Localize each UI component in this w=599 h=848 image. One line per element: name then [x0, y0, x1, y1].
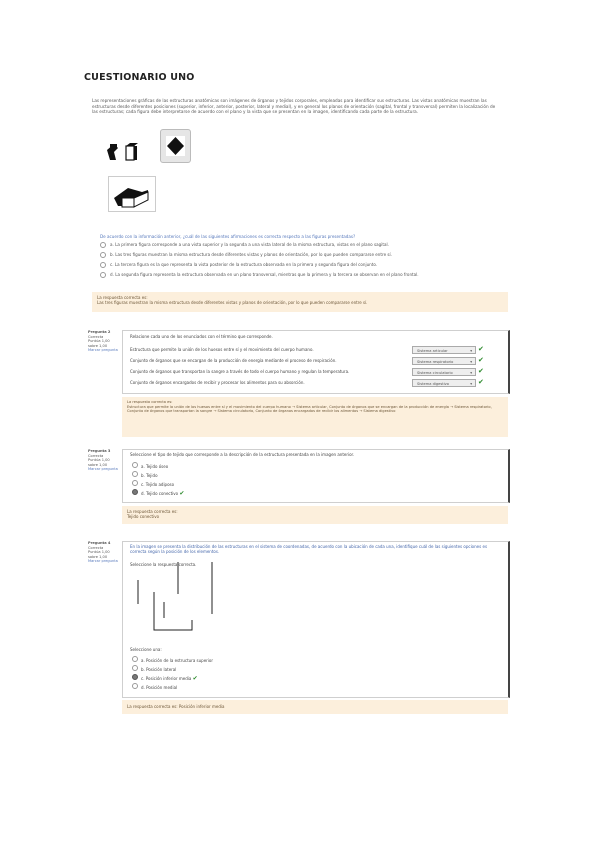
q2-info: Pregunta 2 Correcta Puntúa 1,00 sobre 1,00 Marcar pregunta: [88, 330, 118, 353]
intro-paragraph: Las representaciones gráficas de las estructuras anatómicas son imágenes de órganos y tejidos corporales, empleadas para identificar sus estructuras. Las vistas anatómicas muestran las estructuras desde diferentes posiciones (superior, inferior, anterior, posterior, lateral y medial), y en general los planos de orientación (sagital, frontal y transversal) permiten la localización de las estructuras; cada figura debe interpretarse de acuerdo con el plano y la vista que se presentan en la imagen, identificando cada parte de la estructura.: [92, 98, 496, 114]
check-icon: ✔: [478, 356, 484, 364]
figure-three: [108, 176, 156, 212]
chevron-down-icon: ▾: [470, 349, 472, 353]
figure-two: [160, 129, 191, 163]
q3-option-a[interactable]: a. Tejido óseo: [132, 462, 168, 470]
q1-option-c[interactable]: c. La tercera figura es la que representa la vista posterior de la estructura observada en la primera y segunda figura del conjunto.: [100, 262, 505, 268]
q4-info: Pregunta 4 Correcta Puntúa 1,00 sobre 1,00 Marcar pregunta: [88, 541, 118, 564]
q1-option-b[interactable]: b. Las tres figuras muestran la misma estructura desde diferentes vistas y planos de orientación, por lo que pueden compararse entre sí.: [100, 252, 505, 258]
radio-icon[interactable]: [132, 471, 138, 477]
q1-option-d[interactable]: d. La segunda figura representa la estructura observada en un plano transversal, mientras que la primera y la tercera se observan en el plano frontal.: [100, 272, 505, 278]
check-icon: ✔: [478, 345, 484, 353]
q3-option-c[interactable]: c. Tejido adiposo: [132, 480, 174, 488]
q2-prompt: Relacione cada uno de los enunciados con el término que corresponde.: [130, 334, 273, 339]
q4-answer-label: Seleccione una:: [130, 647, 162, 652]
q2-select[interactable]: Sistema circulatorio ▾: [412, 368, 476, 376]
q1-feedback: La respuesta correcta es: Las tres figuras muestran la misma estructura desde diferentes vistas y planos de orientación, por lo que pueden compararse entre sí.: [92, 292, 508, 312]
q2-select[interactable]: Sistema articular ▾: [412, 346, 476, 354]
q4-option-a[interactable]: a. Posición de la estructura superior: [132, 656, 213, 664]
q2-select[interactable]: Sistema digestivo ▾: [412, 379, 476, 387]
radio-icon[interactable]: [132, 656, 138, 662]
q4-option-b[interactable]: b. Posición lateral: [132, 665, 176, 673]
q2-feedback: La respuesta correcta es: Estructura que permite la unión de los huesos entre sí y el movimiento del cuerpo humano → Sistema articular, Conjunto de órganos que se encargan de la producción de energía → Sistema respiratorio, Conjunto de órganos que transportan la sangre → Sistema circulatorio, Conjunto de órganos encargados de recibir los alimentos → Sistema digestivo: [122, 397, 508, 437]
q1-option-a[interactable]: a. La primera figura corresponde a una vista superior y la segunda a una vista lateral de la misma estructura, vistas en el plano sagital.: [100, 242, 505, 248]
q4-feedback: La respuesta correcta es: Posición inferior media: [122, 700, 508, 714]
q2-select[interactable]: Sistema respiratorio ▾: [412, 357, 476, 365]
question-one-prompt: De acuerdo con la información anterior, ¿cuál de las siguientes afirmaciones es correcta respecto a las figuras presentadas?: [100, 234, 356, 239]
q2-row-text: Conjunto de órganos que se encargan de la producción de energía mediante el proceso de respiración.: [130, 358, 337, 363]
radio-icon[interactable]: [100, 262, 106, 268]
radio-icon[interactable]: [132, 480, 138, 486]
radio-icon[interactable]: [132, 462, 138, 468]
radio-icon[interactable]: [132, 683, 138, 689]
chevron-down-icon: ▾: [470, 382, 472, 386]
figure-one: [104, 140, 148, 164]
radio-icon[interactable]: [100, 242, 106, 248]
q3-info: Pregunta 3 Correcta Puntúa 1,00 sobre 1,00 Marcar pregunta: [88, 449, 118, 472]
q4-prompt: En la imagen se presenta la distribución de las estructuras en el sistema de coordenadas, de acuerdo con la ubicación de cada una, identifique cuál de las siguientes opciones es correcta según la posición de los elementos.: [130, 544, 488, 554]
chevron-down-icon: ▾: [470, 360, 472, 364]
check-icon: ✔: [179, 490, 185, 497]
page-title: CUESTIONARIO UNO: [84, 72, 195, 83]
check-icon: ✔: [192, 675, 198, 682]
flag-question-link[interactable]: Marcar pregunta: [88, 467, 118, 472]
flag-question-link[interactable]: Marcar pregunta: [88, 559, 118, 564]
flag-question-link[interactable]: Marcar pregunta: [88, 348, 118, 353]
q4-diagram: [132, 558, 222, 636]
radio-icon[interactable]: [100, 252, 106, 258]
q2-row-text: Conjunto de órganos encargados de recibir y procesar los alimentos para su absorción.: [130, 380, 305, 385]
q4-prompt2: Seleccione la respuesta correcta.: [130, 562, 197, 567]
check-icon: ✔: [478, 367, 484, 375]
radio-icon[interactable]: [100, 272, 106, 278]
radio-icon[interactable]: [132, 665, 138, 671]
q4-option-c[interactable]: c. Posición inferior media ✔: [132, 674, 198, 682]
q2-row-text: Conjunto de órganos que transportan la sangre a través de todo el cuerpo humano y regulan la temperatura.: [130, 369, 350, 374]
chevron-down-icon: ▾: [470, 371, 472, 375]
q3-feedback: La respuesta correcta es: Tejido conectivo: [122, 506, 508, 524]
radio-icon[interactable]: [132, 489, 138, 495]
q3-prompt: Seleccione el tipo de tejido que corresponde a la descripción de la estructura presentada en la imagen anterior.: [130, 452, 355, 457]
q4-option-d[interactable]: d. Posición medial: [132, 683, 177, 691]
radio-icon[interactable]: [132, 674, 138, 680]
q2-row-text: Estructura que permite la unión de los huesos entre sí y el movimiento del cuerpo humano.: [130, 347, 314, 352]
q3-option-d[interactable]: d. Tejido conectivo ✔: [132, 489, 184, 497]
check-icon: ✔: [478, 378, 484, 386]
q3-option-b[interactable]: b. Tejido: [132, 471, 158, 479]
